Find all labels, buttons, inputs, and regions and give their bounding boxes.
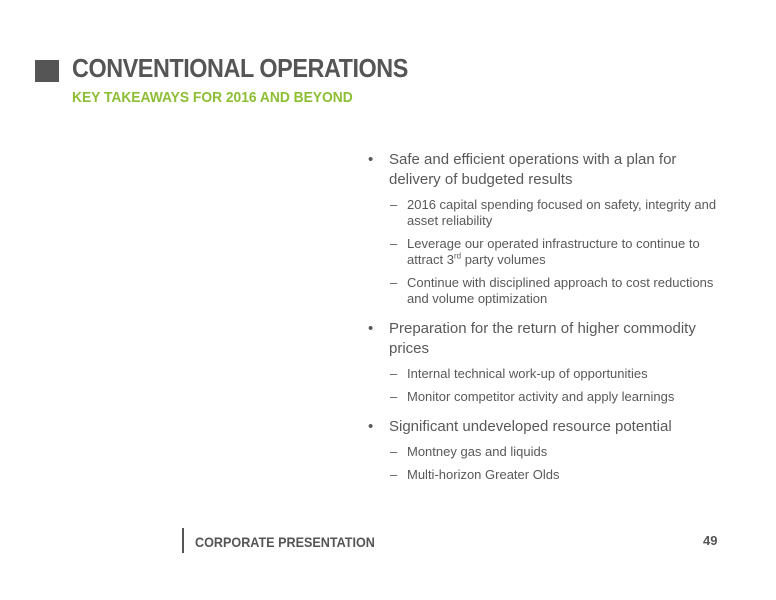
dash-icon: –: [390, 197, 398, 212]
sub-text: Monitor competitor activity and apply learnings: [407, 389, 675, 404]
bullet-item: [368, 319, 718, 359]
page-title: CONVENTIONAL OPERATIONS: [72, 53, 408, 83]
sub-text: Continue with disciplined approach to cost reductions and volume optimization: [407, 275, 714, 306]
bullet-text: Preparation for the return of higher commodity prices: [389, 320, 696, 357]
sub-item: [368, 236, 718, 268]
dash-icon: –: [390, 389, 398, 404]
bullet-item: [368, 417, 718, 437]
sub-item: [368, 444, 718, 460]
sub-item: [368, 366, 718, 382]
sub-text: Internal technical work-up of opportunities: [407, 366, 648, 381]
dash-icon: –: [390, 366, 398, 381]
sub-text: Multi-horizon Greater Olds: [407, 467, 560, 482]
bullet-item: [368, 150, 718, 190]
dash-icon: –: [390, 275, 398, 290]
page-number: 49: [703, 533, 718, 548]
bullet-text: Safe and efficient operations with a plan for delivery of budgeted results: [389, 151, 677, 188]
bullet-dot-icon: •: [368, 418, 374, 435]
sub-text-part: party volumes: [461, 252, 546, 267]
title-square-icon: [35, 60, 59, 82]
footer-divider: [182, 528, 184, 553]
sub-item: [368, 467, 718, 483]
sub-item: [368, 197, 718, 229]
page-subtitle: KEY TAKEAWAYS FOR 2016 AND BEYOND: [72, 89, 353, 106]
bullet-dot-icon: •: [368, 320, 374, 337]
sub-item: [368, 275, 718, 307]
dash-icon: –: [390, 467, 398, 482]
superscript: rd: [453, 251, 462, 261]
bullet-dot-icon: •: [368, 151, 374, 168]
dash-icon: –: [390, 444, 398, 459]
bullet-text: Significant undeveloped resource potential: [389, 418, 672, 435]
dash-icon: –: [390, 236, 398, 251]
sub-text: [407, 236, 700, 267]
footer-label: CORPORATE PRESENTATION: [195, 534, 375, 550]
sub-text-part: Leverage our operated infrastructure to continue to attract 3: [407, 236, 700, 267]
takeaways-list: [368, 150, 718, 490]
sub-item: [368, 389, 718, 405]
sub-text: 2016 capital spending focused on safety, integrity and asset reliability: [407, 197, 717, 228]
sub-text: Montney gas and liquids: [407, 444, 548, 459]
